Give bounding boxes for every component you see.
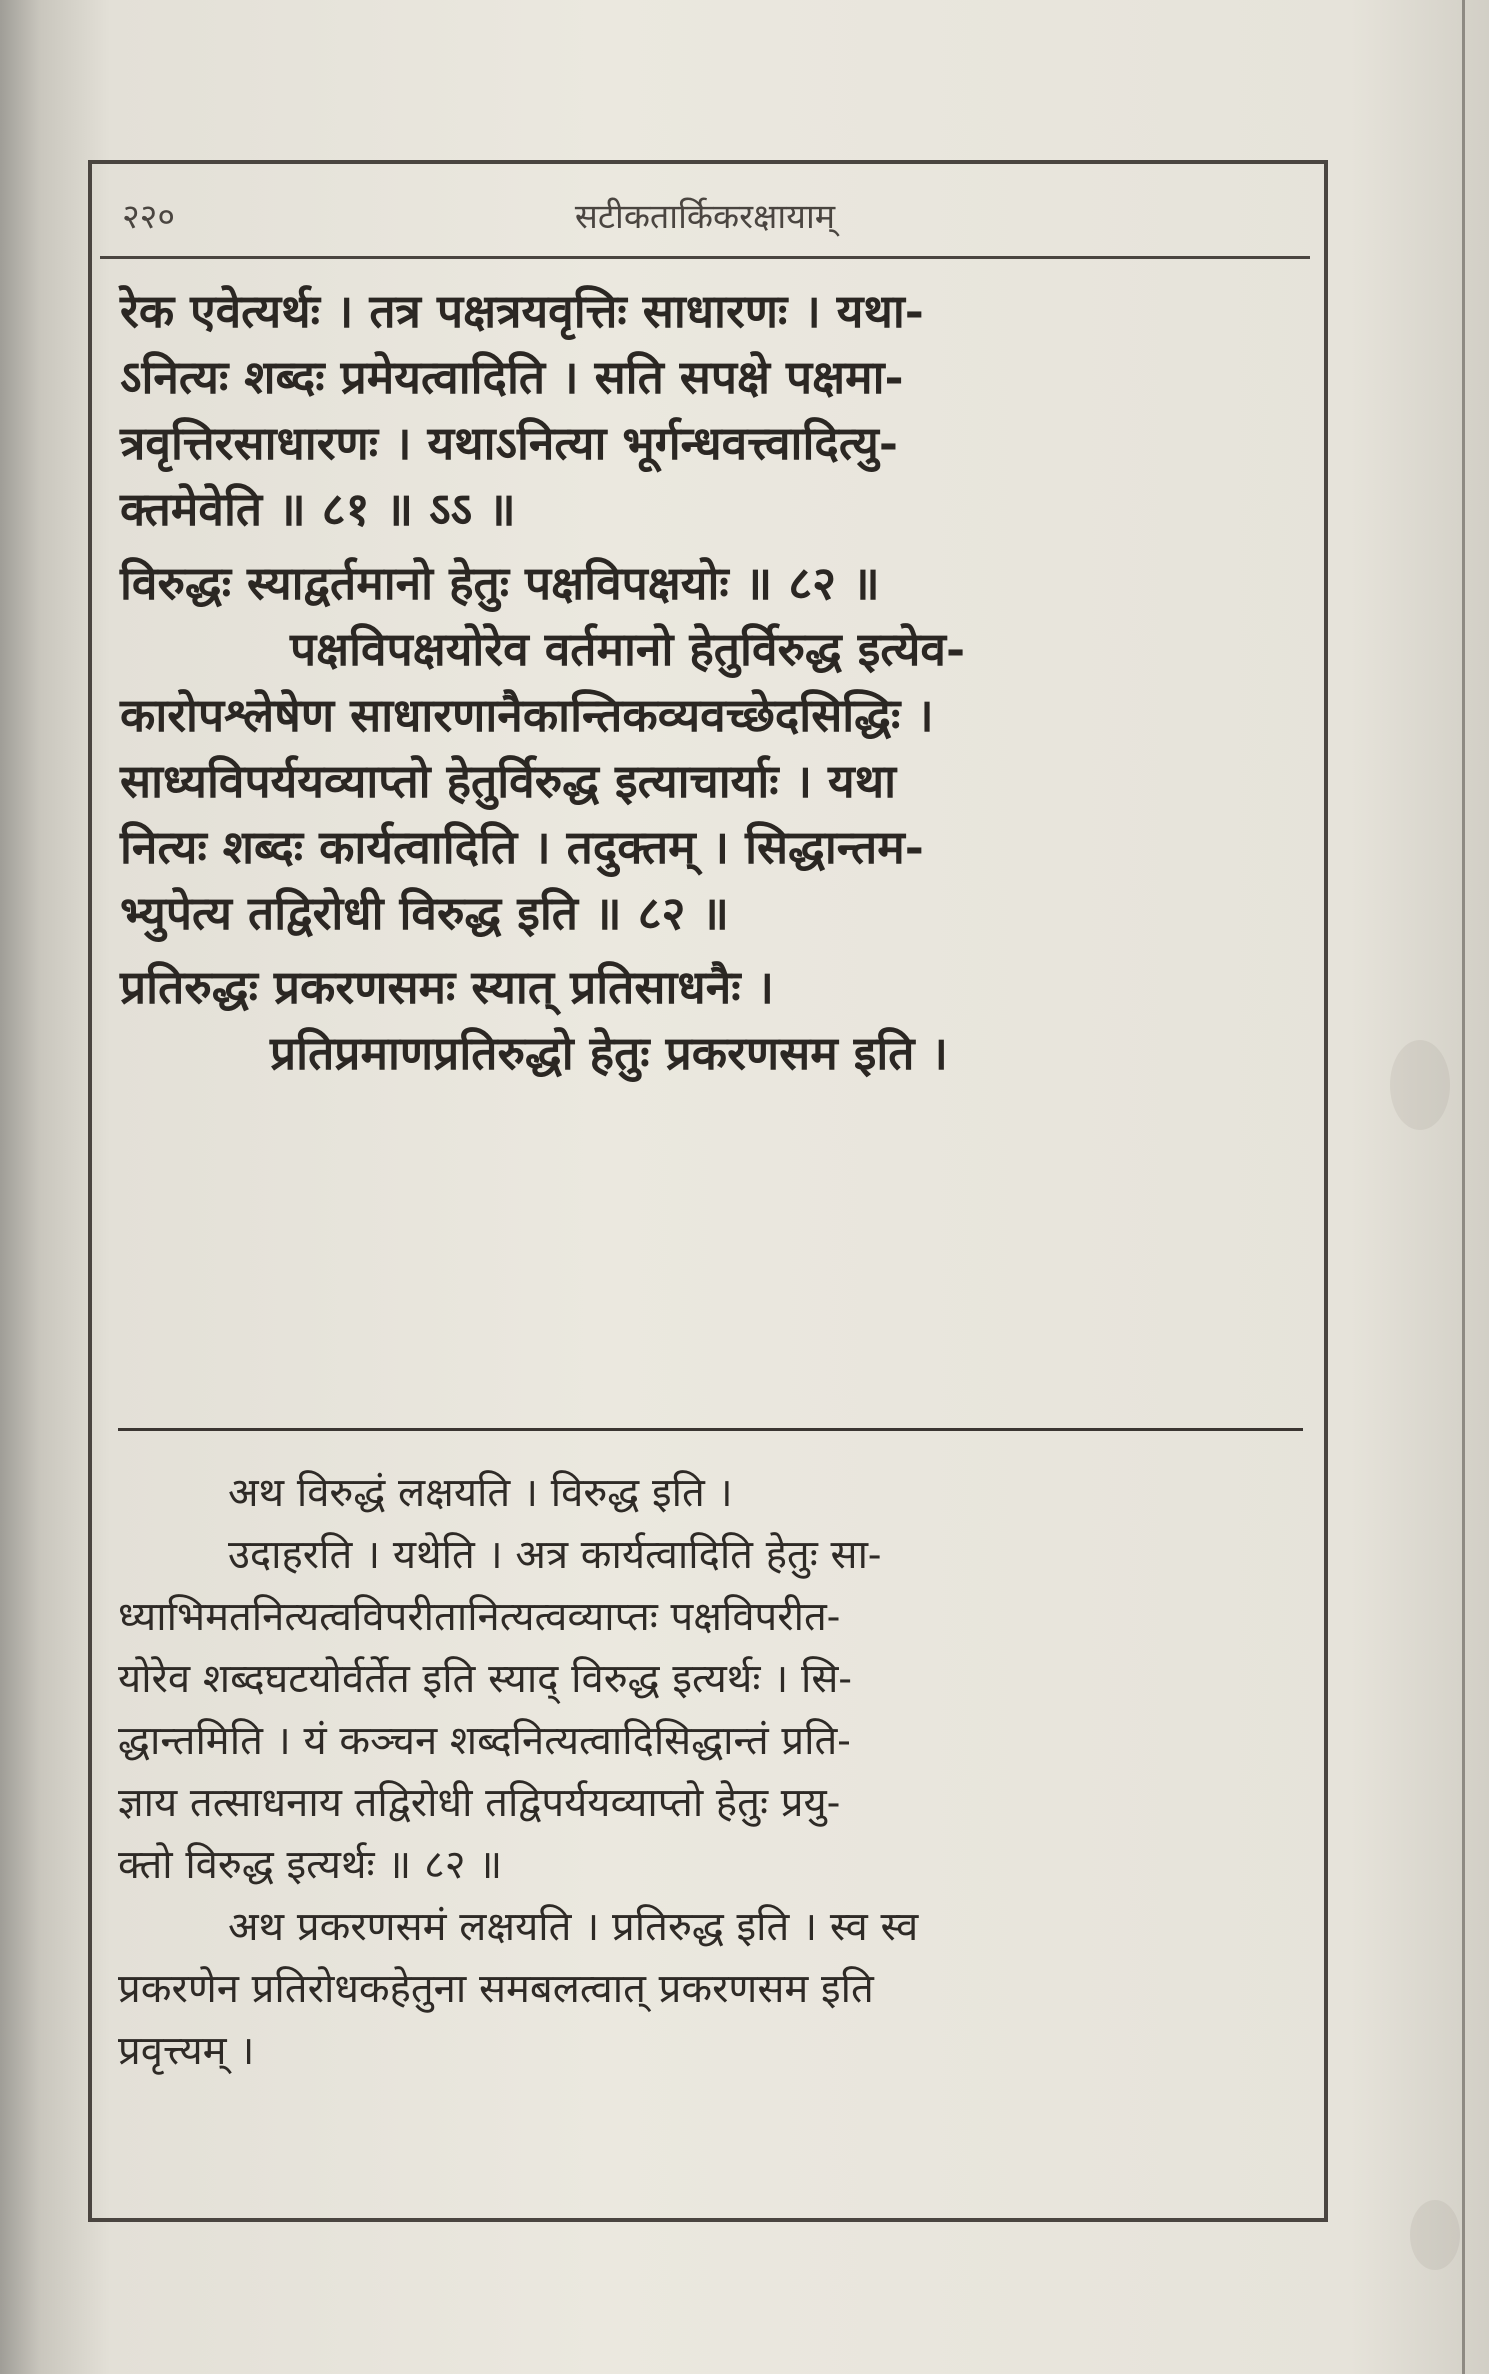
text-line: क्तमेवेति ॥ ८१ ॥ ऽऽ ॥	[120, 482, 516, 536]
binding-gutter	[1462, 0, 1465, 2374]
commentary-line: अथ प्रकरणसमं लक्षयति । प्रतिरुद्ध इति । स्व स्व	[228, 1904, 919, 1950]
page-stain	[1410, 2200, 1460, 2270]
commentary-line: प्रवृत्त्यम् ।	[118, 2028, 255, 2074]
commentary-line: उदाहरति । यथेति । अत्र कार्यत्वादिति हेतुः सा-	[228, 1532, 882, 1578]
running-title: सटीकतार्किकरक्षायाम्	[574, 197, 836, 237]
commentary-line: योरेव शब्दघटयोर्वर्तेत इति स्याद् विरुद्ध इत्यर्थः । सि-	[118, 1656, 852, 1702]
text-line: त्रवृत्तिरसाधारणः । यथाऽनित्या भूर्गन्धवत्त्वादित्यु-	[120, 416, 898, 470]
text-line: नित्यः शब्दः कार्यत्वादिति । तदुक्तम् । सिद्धान्तम-	[120, 820, 924, 874]
text-line: भ्युपेत्य तद्विरोधी विरुद्ध इति ॥ ८२ ॥	[120, 886, 729, 940]
commentary-line: ज्ञाय तत्साधनाय तद्विरोधी तद्विपर्ययव्याप्तो हेतुः प्रयु-	[118, 1780, 841, 1826]
commentary-line: अथ विरुद्धं लक्षयति । विरुद्ध इति ।	[228, 1470, 733, 1516]
text-line: प्रतिप्रमाणप्रतिरुद्धो हेतुः प्रकरणसम इति ।	[270, 1026, 948, 1080]
page-stain	[1390, 1040, 1450, 1130]
commentary-text	[118, 1462, 1303, 2082]
text-line: कारोपश्लेषेण साधारणानैकान्तिकव्यवच्छेदसिद्धिः ।	[120, 688, 934, 742]
header-rule	[100, 256, 1310, 259]
page-header	[100, 192, 1310, 252]
text-line: रेक एवेत्यर्थः । तत्र पक्षत्रयवृत्तिः साधारणः । यथा-	[120, 284, 924, 338]
commentary-line: द्धान्तमिति । यं कञ्चन शब्दनित्यत्वादिसिद्धान्तं प्रति-	[118, 1718, 851, 1764]
section-divider	[118, 1428, 1303, 1431]
text-line: ऽनित्यः शब्दः प्रमेयत्वादिति । सति सपक्षे पक्षमा-	[120, 350, 904, 404]
karika-line: प्रतिरुद्धः प्रकरणसमः स्यात् प्रतिसाधनैः ।	[120, 960, 774, 1014]
page-number: २२०	[122, 197, 176, 237]
text-line: पक्षविपक्षयोरेव वर्तमानो हेतुर्विरुद्ध इत्येव-	[290, 622, 966, 676]
commentary-line: क्तो विरुद्ध इत्यर्थः ॥ ८२ ॥	[118, 1842, 503, 1888]
commentary-line: प्रकरणेन प्रतिरोधकहेतुना समबलत्वात् प्रकरणसम इति	[118, 1966, 874, 2012]
commentary-line: ध्याभिमतनित्यत्वविपरीतानित्यत्वव्याप्तः पक्षविपरीत-	[118, 1594, 841, 1640]
karika-line: विरुद्धः स्याद्वर्तमानो हेतुः पक्षविपक्षयोः ॥ ८२ ॥	[120, 556, 880, 610]
text-line: साध्यविपर्ययव्याप्तो हेतुर्विरुद्ध इत्याचार्याः । यथा	[120, 754, 897, 808]
main-text	[120, 278, 1300, 1086]
